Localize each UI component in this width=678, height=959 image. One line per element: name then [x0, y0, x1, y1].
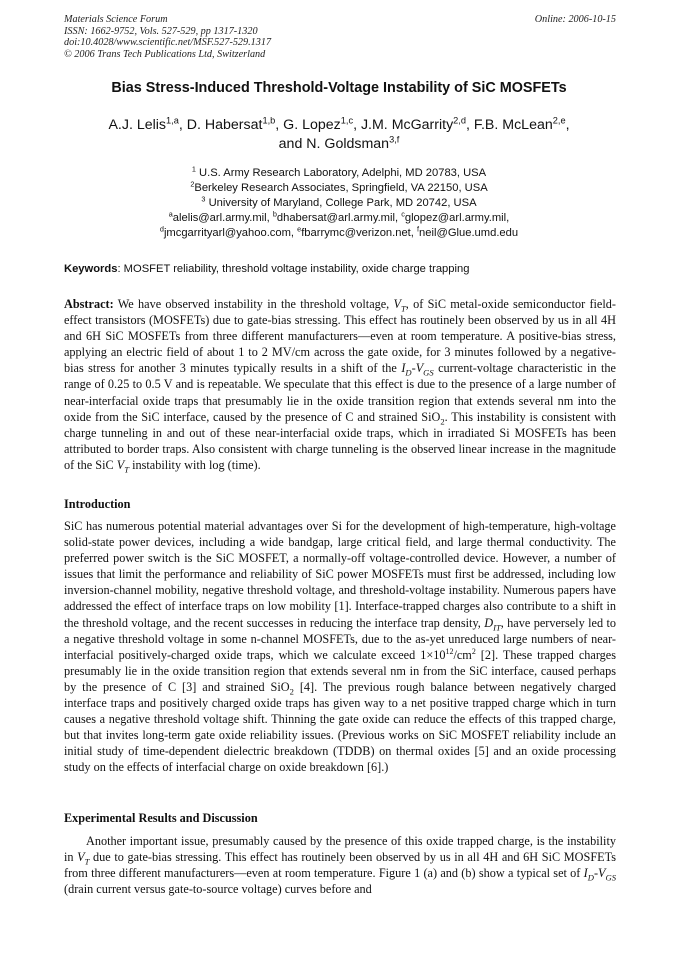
issn-line: ISSN: 1662-9752, Vols. 527-529, pp 1317-1320 — [64, 25, 258, 37]
affiliation: $^2$Berkeley Research Associates, Springfield, VA 22150, USA — [190, 179, 488, 194]
doi-line[interactable]: doi:10.4028/www.scientific.net/MSF.527-529.1317 — [64, 37, 272, 49]
introduction-paragraph: SiC has numerous potential material advantages over Si for the development of high-temperature, high-voltage solid-state power devices, including a wide bandgap, large critical field, and large thermal conductivity. The preferred power switch is the SiC MOSFET, a normally-off voltage-controlled device. However, a number of issues that limit the performance and reliability of SiC power MOSFETs must first be addressed, including low inversion-channel mobility, negative threshold voltage, and threshold-voltage instability. Numerous papers have addressed the effect of interface traps on low mobility [1]. Interface-trapped charges also contribute to a shift in the threshold voltage, and the recent successes in reducing the interface trap density, $D_{IT}$, have perversely led to a negative threshold voltage in some n-channel MOSFETs, due to the as-yet unreduced large numbers of near-interfacial positively-charged oxide traps, which we calculate exceed $1\times 10^{12}/cm^2$ [2]. These trapped charges presumably lie in the oxide transition region that extends several nm in from the SiC interface, caused perhaps by the presence of C [3] and strained SiO$_2$ [4]. The previous rough balance between negatively charged interface traps and positively charged oxide traps has given way to a net positive trapped charge which in turn causes a negative threshold voltage shift. Thinning the gate oxide can reduce the effects of this trapped charge, but that invites long-term gate oxide reliability issues. (Previous works on SiC MOSFET reliability include an initial study of time-dependent dielectric breakdown (TDDB) on thermal oxides [5] and an oxide processing study on the effects of interfacial charge on oxide breakdown [6].) — [64, 519, 617, 775]
journal-header — [64, 14, 616, 60]
author: A.J. Lelis$^{1,a}$, — [108, 115, 187, 133]
email[interactable]: $^d$jmcgarrityarl@yahoo.com, — [159, 224, 298, 239]
online-date: Online: 2006-10-15 — [534, 14, 616, 25]
paper-title: Bias Stress-Induced Threshold-Voltage Instability of SiC MOSFETs — [111, 80, 567, 96]
email[interactable]: $^c$glopez@arl.army.mil, — [401, 209, 510, 224]
email[interactable]: $^e$fbarrymc@verizon.net, — [297, 224, 418, 239]
author: D. Habersat$^{1,b}$, — [186, 115, 284, 133]
keywords — [64, 263, 616, 275]
abstract-label: Abstract: — [64, 297, 114, 311]
author: and N. Goldsman$^{3,f}$ — [278, 134, 400, 152]
introduction-heading: Introduction — [64, 497, 131, 511]
email[interactable]: $^f$neil@Glue.umd.edu — [417, 224, 519, 239]
journal-name: Materials Science Forum — [64, 14, 168, 25]
keywords-text: : MOSFET reliability, threshold voltage instability, oxide charge trapping — [117, 263, 470, 275]
affiliation: $^1$ U.S. Army Research Laboratory, Adelphi, MD 20783, USA — [191, 164, 487, 179]
keywords-label: Keywords — [64, 263, 118, 275]
abstract: Abstract: We have observed instability in the threshold voltage, $V_T$, of SiC metal-oxide semiconductor field-effect transistors (MOSFETs) due to gate-bias stressing. This effect has routinely been observed by us in all 4H and 6H SiC MOSFETs from three different manufacturers—even at room temperature. A positive-bias stress, applying an electric field of about 1 to 2 MV/cm across the gate oxide, for 3 minutes followed by a negative-bias stress for another 3 minutes typically results in a shift of the $I_D-V_{GS}$ current-voltage characteristic in the range of 0.25 to 0.5 V and is repeatable. We speculate that this effect is due to the presence of a large number of near-interfacial oxide traps that presumably lie in the oxide transition region that extends several nm into the oxide from the SiC interface, caused by the presence of C and strained SiO$_2$. This instability is consistent with charge tunneling in and out of these near-interfacial oxide traps, which in irradiated Si MOSFETs has been attributed to border traps. Also consistent with charge tunneling is the observed linear increase in the magnitude of the SiC $V_T$ instability with log (time). — [64, 297, 616, 475]
email[interactable]: $^b$dhabersat@arl.army.mil, — [272, 209, 402, 224]
experimental-heading: Experimental Results and Discussion — [64, 811, 258, 825]
affiliations — [40, 166, 638, 241]
author-list — [40, 116, 638, 154]
author: J.M. McGarrity$^{2,d}$, — [360, 115, 474, 133]
email-line — [40, 226, 638, 241]
email[interactable]: $^a$alelis@arl.army.mil, — [168, 209, 273, 224]
author: F.B. McLean$^{2,e}$, — [473, 115, 570, 133]
email-line — [40, 211, 638, 226]
affiliation: $^3$ University of Maryland, College Park, MD 20742, USA — [201, 194, 477, 209]
author: G. Lopez$^{1,c}$, — [283, 115, 361, 133]
copyright-line: © 2006 Trans Tech Publications Ltd, Switzerland — [64, 48, 266, 60]
experimental-paragraph: Another important issue, presumably caused by the presence of this oxide trapped charge, is the instability in $V_T$ due to gate-bias stressing. This effect has routinely been observed by us in all 4H and 6H SiC MOSFETs from three different manufacturers—even at room temperature. Figure 1 (a) and (b) show a typical set of $I_D-V_{GS}$ (drain current versus gate-to-source voltage) curves before and — [64, 834, 617, 897]
